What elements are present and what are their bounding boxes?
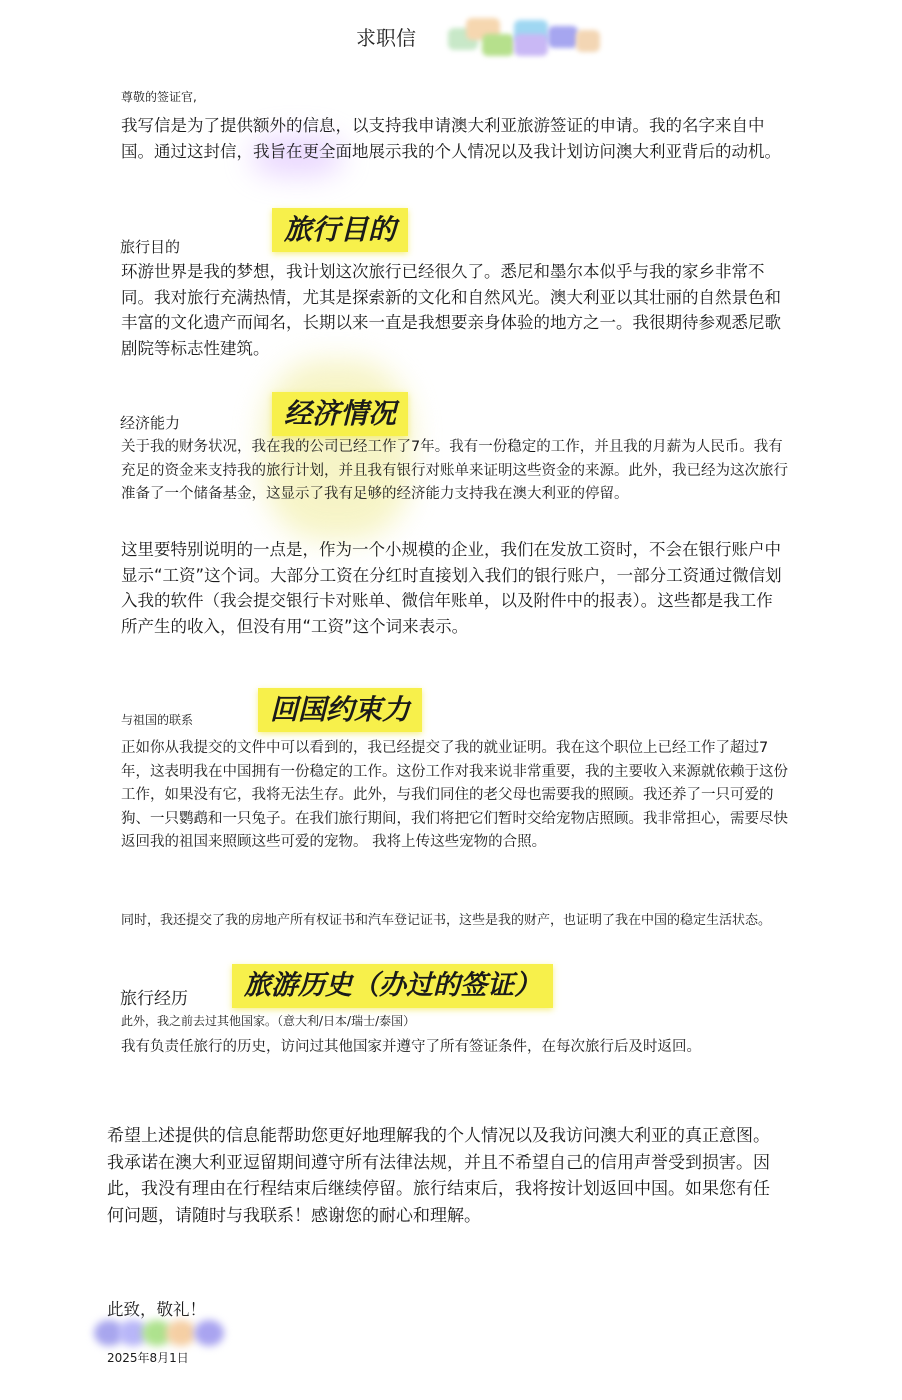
history-badge: 旅游历史（办过的签证）: [232, 964, 553, 1008]
salutation: 尊敬的签证官,: [121, 90, 197, 104]
financial-label: 经济能力: [120, 414, 181, 432]
financial-paragraph-1: 关于我的财务状况，我在我的公司已经工作了7年。我有一份稳定的工作，并且我的月薪为人民币。我有充足的资金来支持我的旅行计划，并且我有银行对账单来证明这些资金的来源。此外，我已经为这次旅行准备了一个储备基金，这显示了我有足够的经济能力支持我在澳大利亚的停留。: [121, 439, 788, 502]
travel-purpose-badge: 旅行目的: [272, 208, 408, 252]
property-paragraph: 同时，我还提交了我的房地产所有权证书和汽车登记证书，这些是我的财产，也证明了我在中国的稳定生活状态。: [121, 913, 772, 928]
financial-badge: 经济情况: [272, 392, 408, 436]
letter-date: 2025年8月1日: [107, 1351, 189, 1365]
history-label: 旅行经历: [120, 989, 188, 1009]
redacted-name-block: [448, 16, 608, 56]
document-title: 求职信: [356, 26, 416, 50]
ties-label: 与祖国的联系: [121, 713, 194, 727]
history-note: 此外，我之前去过其他国家。（意大利/日本/瑞士/泰国）: [121, 1014, 416, 1028]
closing-paragraph: 希望上述提供的信息能帮助您更好地理解我的个人情况以及我访问澳大利亚的真正意图。我承诺在澳大利亚逗留期间遵守所有法律法规，并且不希望自己的信用声誉受到损害。因此，我没有理由在行程结束后继续停留。旅行结束后，我将按计划返回中国。如果您有任何问题，请随时与我联系！感谢您的耐心和理解。: [107, 1126, 770, 1226]
signoff: 此致，敬礼！: [107, 1300, 206, 1319]
redacted-signature: [94, 1318, 234, 1350]
travel-purpose-label: 旅行目的: [120, 238, 181, 256]
ties-paragraph: 正如你从我提交的文件中可以看到的，我已经提交了我的就业证明。我在这个职位上已经工作了超过7年，这表明我在中国拥有一份稳定的工作。这份工作对我来说非常重要，我的主要收入来源就依赖于这份工作，如果没有它，我将无法生存。此外，与我们同住的老父母也需要我的照顾。我还养了一只可爱的狗、一只鹦鹉和一只兔子。在我们旅行期间，我们将把它们暂时交给宠物店照顾。我非常担心，需要尽快返回我的祖国来照顾这些可爱的宠物。 我将上传这些宠物的合照。: [121, 740, 788, 850]
financial-paragraph-2: 这里要特别说明的一点是，作为一个小规模的企业，我们在发放工资时，不会在银行账户中显示“工资”这个词。大部分工资在分红时直接划入我们的银行账户，一部分工资通过微信划入我的软件（我会提交银行卡对账单、微信年账单，以及附件中的报表）。这些都是我工作所产生的收入，但没有用“工资”这个词来表示。: [121, 540, 782, 636]
intro-paragraph: 我写信是为了提供额外的信息，以支持我申请澳大利亚旅游签证的申请。我的名字来自中国。通过这封信，我旨在更全面地展示我的个人情况以及我计划访问澳大利亚背后的动机。: [121, 116, 781, 161]
history-paragraph: 我有负责任旅行的历史，访问过其他国家并遵守了所有签证条件，在每次旅行后及时返回。: [121, 1039, 701, 1055]
ties-badge: 回国约束力: [258, 688, 422, 732]
travel-purpose-paragraph: 环游世界是我的梦想，我计划这次旅行已经很久了。悉尼和墨尔本似乎与我的家乡非常不同。我对旅行充满热情，尤其是探索新的文化和自然风光。澳大利亚以其壮丽的自然景色和丰富的文化遗产而闻名，长期以来一直是我想要亲身体验的地方之一。我很期待参观悉尼歌剧院等标志性建筑。: [121, 262, 781, 358]
